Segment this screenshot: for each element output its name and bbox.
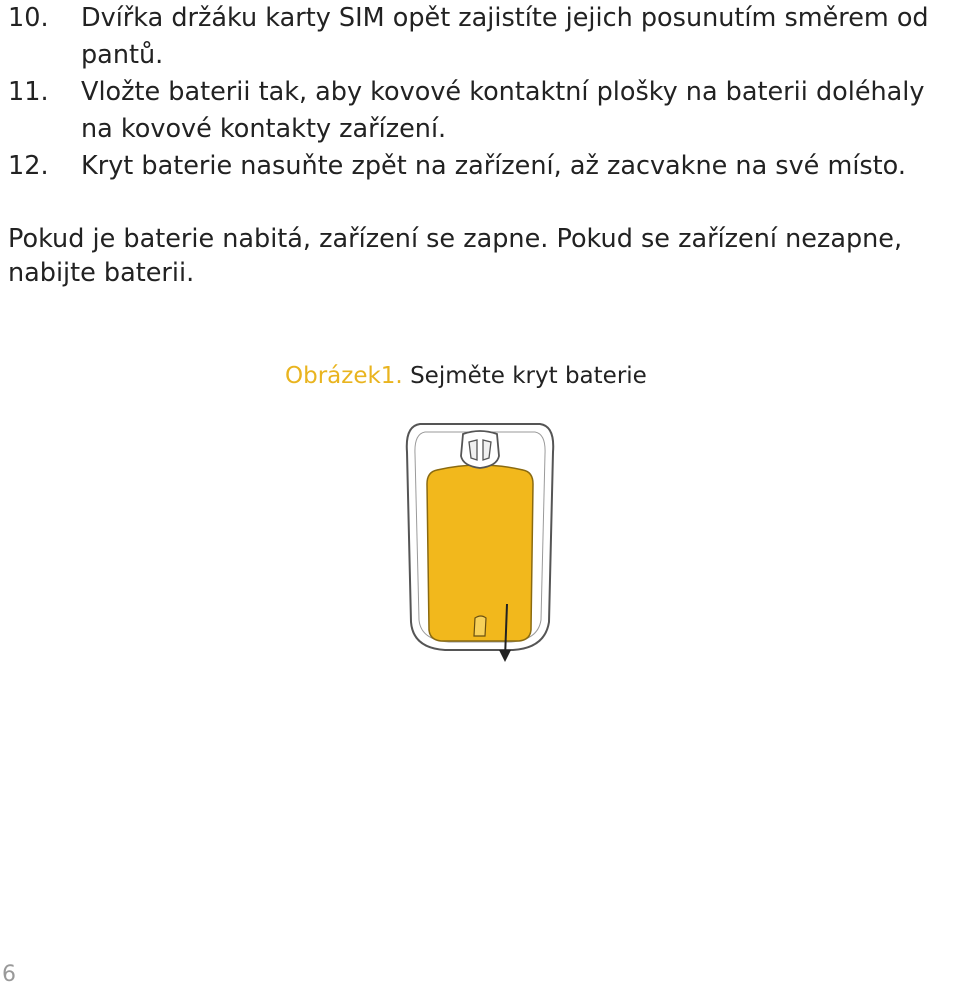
step-text: Dvířka držáku karty SIM opět zajistíte jejich posunutím směrem od pantů. [81,3,929,70]
instruction-steps [8,0,958,185]
camera-housing [461,431,499,468]
battery-cover [427,465,533,641]
battery-note: Pokud je baterie nabitá, zařízení se zapne. Pokud se zařízení nezapne, nabijte baterii. [8,224,903,288]
step-number: 11. [8,77,49,107]
step-text: Kryt baterie nasuňte zpět na zařízení, až zacvakne na své místo. [81,151,906,181]
step-number: 12. [8,151,49,181]
step-10 [8,0,958,74]
step-number: 10. [8,3,49,33]
figure-title: Sejměte kryt baterie [410,363,647,389]
page-number: 6 [2,962,16,987]
step-11 [8,74,958,148]
step-12 [8,148,958,185]
cover-release-latch [474,616,486,636]
arrow-head [499,650,511,662]
figure-label: Obrázek1. [285,363,403,389]
step-text: Vložte baterii tak, aby kovové kontaktní plošky na baterii doléhaly na kovové kontakty zařízení. [81,77,925,144]
phone-back-illustration [395,412,565,667]
figure-caption [285,361,647,391]
